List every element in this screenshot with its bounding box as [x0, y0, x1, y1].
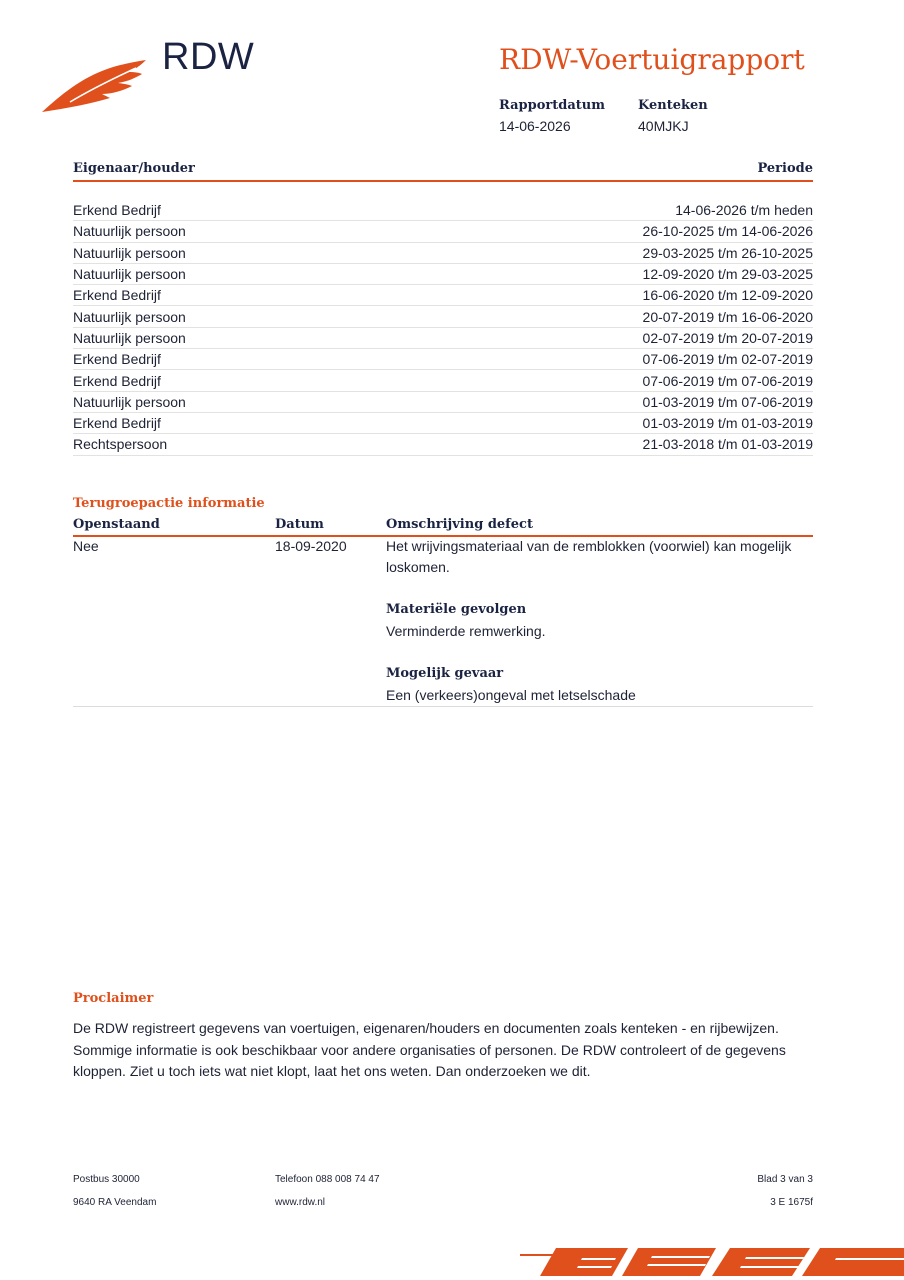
owner-period: 29-03-2025 t/m 26-10-2025 [642, 244, 813, 261]
footer-page-number: Blad 3 van 3 [757, 1174, 813, 1185]
recall-bottom-rule [73, 706, 813, 707]
date-column-header: Datum [275, 517, 324, 532]
owner-period: 02-07-2019 t/m 20-07-2019 [642, 329, 813, 346]
period-column-header: Periode [757, 161, 813, 176]
owner-period: 01-03-2019 t/m 07-06-2019 [642, 393, 813, 410]
owner-type: Natuurlijk persoon [73, 223, 186, 240]
logo-text: RDW [162, 36, 255, 78]
recall-section-title: Terugroepactie informatie [73, 496, 265, 511]
table-row [73, 328, 813, 349]
owner-type: Erkend Bedrijf [73, 415, 161, 432]
owner-type: Rechtspersoon [73, 436, 168, 453]
table-row [73, 243, 813, 264]
owners-table [73, 200, 813, 456]
owner-period: 07-06-2019 t/m 02-07-2019 [642, 351, 813, 368]
recall-open-value: Nee [73, 538, 99, 554]
defect-column-header: Omschrijving defect [386, 517, 533, 532]
owner-period: 21-03-2018 t/m 01-03-2019 [642, 436, 813, 453]
open-column-header: Openstaand [73, 517, 160, 532]
recall-date-value: 18-09-2020 [275, 538, 347, 554]
table-row [73, 349, 813, 370]
danger-text: Een (verkeers)ongeval met letselschade [386, 687, 636, 703]
rdw-feather-logo-icon [40, 56, 150, 116]
rapportdatum-value: 14-06-2026 [499, 118, 571, 134]
footer-code: 3 E 1675f [770, 1197, 813, 1208]
consequences-label: Materiële gevolgen [386, 602, 527, 617]
table-row [73, 306, 813, 327]
report-title: RDW-Voertuigrapport [499, 43, 805, 76]
footer-website-link[interactable]: www.rdw.nl [275, 1197, 326, 1208]
table-row [73, 285, 813, 306]
owner-type: Natuurlijk persoon [73, 244, 186, 261]
owner-column-header: Eigenaar/houder [73, 161, 195, 176]
owners-header-rule [73, 180, 813, 182]
owner-type: Natuurlijk persoon [73, 308, 186, 325]
owner-period: 12-09-2020 t/m 29-03-2025 [642, 266, 813, 283]
owner-period: 26-10-2025 t/m 14-06-2026 [642, 223, 813, 240]
owner-period: 01-03-2019 t/m 01-03-2019 [642, 415, 813, 432]
kenteken-value: 40MJKJ [638, 118, 689, 134]
owner-type: Erkend Bedrijf [73, 372, 161, 389]
owner-period: 07-06-2019 t/m 07-06-2019 [642, 372, 813, 389]
owner-type: Natuurlijk persoon [73, 329, 186, 346]
table-row [73, 434, 813, 455]
owner-period: 20-07-2019 t/m 16-06-2020 [642, 308, 813, 325]
table-row [73, 200, 813, 221]
footer-city: 9640 RA Veendam [73, 1197, 157, 1208]
consequences-text: Verminderde remwerking. [386, 623, 546, 639]
table-row [73, 221, 813, 242]
owner-type: Erkend Bedrijf [73, 202, 161, 219]
owner-type: Natuurlijk persoon [73, 266, 186, 283]
kenteken-label: Kenteken [638, 98, 708, 113]
owner-type: Erkend Bedrijf [73, 287, 161, 304]
proclaimer-text: De RDW registreert gegevens van voertuigen, eigenaren/houders en documenten zoals kenteken - en rijbewijzen. Sommige informatie is ook beschikbaar voor andere organisaties of personen. De RDW controleert of de gegevens kloppen. Ziet u toch iets wat niet klopt, laat het ons weten. Dan onderzoeken we dit. [73, 1020, 786, 1079]
footer-phone: Telefoon 088 008 74 47 [275, 1174, 380, 1185]
table-row [73, 413, 813, 434]
owner-period: 16-06-2020 t/m 12-09-2020 [642, 287, 813, 304]
table-row [73, 392, 813, 413]
footer-postbus: Postbus 30000 [73, 1174, 140, 1185]
rapportdatum-label: Rapportdatum [499, 98, 605, 113]
owner-period: 14-06-2026 t/m heden [675, 202, 813, 219]
owner-type: Erkend Bedrijf [73, 351, 161, 368]
danger-label: Mogelijk gevaar [386, 666, 504, 681]
owner-type: Natuurlijk persoon [73, 393, 186, 410]
recall-defect-text: Het wrijvingsmateriaal van de remblokken (voorwiel) kan mogelijk loskomen. [386, 538, 792, 575]
table-row [73, 264, 813, 285]
proclaimer-title: Proclaimer [73, 991, 154, 1006]
table-row [73, 370, 813, 391]
rdw-stripes-decoration [520, 1244, 904, 1280]
